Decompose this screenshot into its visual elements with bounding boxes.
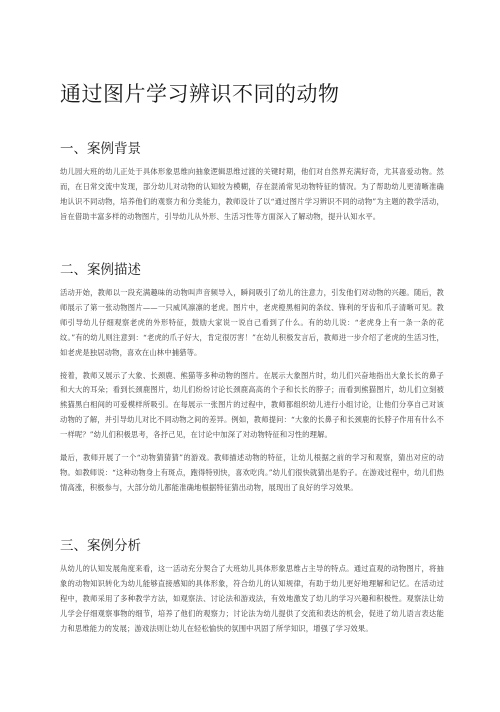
paragraph-description-intro: 活动开始，教师以一段充满趣味的动物叫声音频导入，瞬间吸引了幼儿的注意力，引发他们对动物的兴趣。随后，教师展示了第一张动物图片——一只威风凛凛的老虎。图片中，老虎橙黑相间的条纹、锋利的牙齿和爪子清晰可见。教师引导幼儿仔细观察老虎的外形特征，鼓励大家说一说自己看到了什么。有的幼儿说：“老虎身上有一条一条的花纹。”有的幼儿则注意到：“老虎的爪子好大，肯定很厉害！”在幼儿积极发言后，教师进一步介绍了老虎的生活习性，如老虎是独居动物，喜欢在山林中捕猎等。 [60, 288, 444, 357]
section-heading-analysis: 三、案例分析 [60, 538, 141, 554]
document-title: 通过图片学习辨识不同的动物 [60, 82, 340, 106]
section-analysis [60, 535, 444, 712]
paragraph-background: 幼儿园大班的幼儿正处于具体形象思维向抽象逻辑思维过渡的关键时期，他们对自然界充满好奇，尤其喜爱动物。然而，在日常交流中发现，部分幼儿对动物的认知较为模糊，存在混淆常见动物特征的情况。为了帮助幼儿更清晰准确地认识不同动物，培养他们的观察力和分类能力，教师设计了以“通过图片学习辨识不同的动物”为主题的教学活动，旨在借助丰富多样的动物图片，引导幼儿从外形、生活习性等方面深入了解动物，提升认知水平。 [60, 167, 444, 221]
section-background [60, 138, 444, 225]
paragraph-description-discussion: 接着，教师又展示了大象、长颈鹿、熊猫等多种动物的图片。在展示大象图片时，幼儿们兴奋地指出大象长长的鼻子和大大的耳朵；看到长颈鹿图片，幼儿们纷纷讨论长颈鹿高高的个子和长长的脖子；而看到熊猫图片，幼儿们立刻被熊猫黑白相间的可爱模样所吸引。在每展示一张图片的过程中，教师都组织幼儿进行小组讨论，让他们分享自己对该动物的了解，并引导幼儿对比不同动物之间的差异。例如，教师提问：“大象的长鼻子和长颈鹿的长脖子作用有什么不一样呢？”幼儿们积极思考，各抒己见，在讨论中加深了对动物特征和习性的理解。 [60, 370, 444, 440]
paragraph-analysis: 从幼儿的认知发展角度来看，这一活动充分契合了大班幼儿具体形象思维占主导的特点。通过直观的动物图片，将抽象的动物知识转化为幼儿能够直接感知的具体形象，符合幼儿的认知规律，有助于幼儿更好地理解和记忆。在活动过程中，教师采用了多种教学方法，如观察法、讨论法和游戏法，有效地激发了幼儿的学习兴趣和积极性。观察法让幼儿学会仔细观察事物的细节，培养了他们的观察力；讨论法为幼儿提供了交流和表达的机会，促进了幼儿语言表达能力和思维能力的发展；游戏法则让幼儿在轻松愉快的氛围中巩固了所学知识，增强了学习效果。 [60, 564, 444, 633]
section-heading-background: 一、案例背景 [60, 141, 141, 157]
paragraph-description-game: 最后，教师开展了一个“动物猜猜猜”的游戏。教师描述动物的特征，让幼儿根据之前的学习和观察，猜出对应的动物。如教师说：“这种动物身上有斑点，跑得特别快，喜欢吃肉。”幼儿们很快就猜出是豹子。在游戏过程中，幼儿们热情高涨，积极参与，大部分幼儿都能准确地根据特征猜出动物，展现出了良好的学习效果。 [60, 453, 444, 492]
section-description [60, 259, 444, 504]
section-heading-description: 二、案例描述 [60, 262, 141, 278]
